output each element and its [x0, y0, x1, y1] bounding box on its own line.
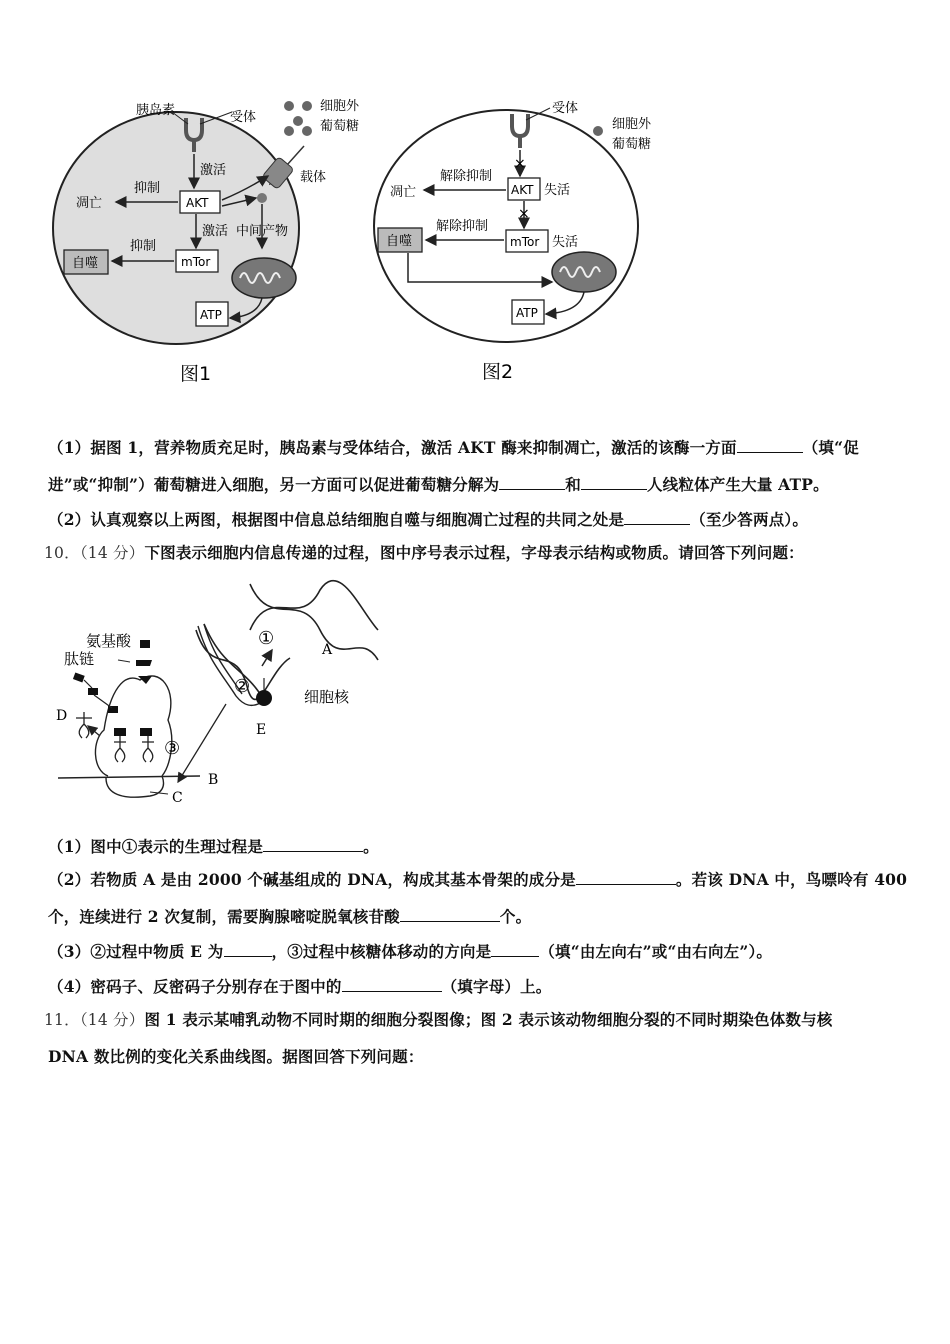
q9-part2: （2）认真观察以上两图，根据图中信息总结细胞自噬与细胞凋亡过程的共同之处是 （至少答两点）。 [48, 510, 809, 529]
akt-label: AKT [511, 183, 534, 197]
q11-stem-line1: 11．（14 分）图 1 表示某哺乳动物不同时期的细胞分裂图像；图 2 表示该动物细胞分裂的不同时期染色体数与核 [44, 1010, 833, 1029]
label-A: A [322, 642, 333, 658]
q10-part1: （1）图中①表示的生理过程是 。 [48, 837, 379, 856]
mitochondrion-icon [552, 252, 616, 292]
dna-helix [196, 581, 378, 700]
answer-blank[interactable] [737, 438, 803, 453]
ribosome [95, 676, 171, 797]
extracellular-glucose-label-1: 细胞外 [612, 117, 652, 132]
mrna-B [58, 776, 200, 778]
figure-2-caption: 图2 [482, 361, 514, 383]
extracellular-glucose-label-2: 葡萄糖 [320, 119, 360, 134]
nucleus-label: 细胞核 [304, 688, 350, 706]
insulin-label: 胰岛素 [136, 103, 176, 118]
q9-part1-line2: 进”或“抑制”）葡萄糖进入细胞，另一方面可以促进葡萄糖分解为 和 人线粒体产生大量 ATP。 [48, 475, 829, 494]
inhibit-label-1: 抑制 [134, 181, 161, 196]
extracellular-glucose-label-2: 葡萄糖 [612, 137, 652, 152]
intermediate-label: 中间产物 [236, 224, 289, 239]
apoptosis-label: 凋亡 [390, 185, 417, 200]
label-D: D [56, 708, 68, 724]
process-3-label: ③ [164, 738, 181, 759]
extracellular-glucose-label-1: 细胞外 [320, 99, 360, 114]
figure-1-caption: 图1 [180, 363, 212, 385]
amino-acid-label: 氨基酸 [86, 632, 132, 650]
inactive-label-2: 失活 [552, 235, 579, 250]
apoptosis-label: 凋亡 [76, 196, 103, 211]
figure-2 [374, 100, 652, 383]
peptide-label: 肽链 [64, 650, 95, 668]
receptor-label: 受体 [552, 101, 579, 116]
q10-part2-line2: 个，连续进行 2 次复制，需要胸腺嘧啶脱氧核苷酸 个。 [48, 907, 532, 926]
svg-text:×: × [514, 156, 526, 172]
process-2-label: ② [234, 676, 251, 697]
release-inhibit-label-1: 解除抑制 [440, 169, 493, 184]
q11-stem-line2: DNA 数比例的变化关系曲线图。据图回答下列问题： [48, 1047, 424, 1066]
answer-blank[interactable] [576, 870, 676, 885]
enzyme-E [256, 690, 272, 706]
figure-q10 [0, 570, 950, 820]
mtor-label: mTor [510, 235, 540, 249]
inhibit-label-2: 抑制 [130, 239, 157, 254]
answer-blank[interactable] [624, 510, 690, 525]
figure-1 [53, 99, 360, 385]
cell-outline [374, 110, 638, 342]
process-1-label: ① [258, 628, 275, 649]
carrier-label: 载体 [300, 170, 327, 185]
glucose-dots [284, 101, 312, 136]
activate-label-1: 激活 [200, 163, 227, 178]
label-B: B [208, 772, 219, 788]
answer-blank[interactable] [224, 942, 272, 957]
answer-blank[interactable] [581, 475, 647, 490]
activate-label-2: 激活 [202, 224, 229, 239]
q10-part2-line1: （2）若物质 A 是由 2000 个碱基组成的 DNA，构成其基本骨架的成分是 。若该 DNA 中，鸟嘌呤有 400 [48, 870, 908, 889]
autophagy-label: 自噬 [386, 234, 413, 249]
q10-stem: 10．（14 分）下图表示细胞内信息传递的过程，图中序号表示过程，字母表示结构或物质。请回答下列问题： [44, 543, 804, 562]
label-E: E [256, 722, 267, 738]
svg-text:×: × [518, 206, 530, 222]
atp-label: ATP [200, 308, 222, 322]
answer-blank[interactable] [263, 837, 363, 852]
q10-part4: （4）密码子、反密码子分别存在于图中的 （填字母）上。 [48, 977, 552, 996]
autophagy-label: 自噬 [72, 256, 99, 271]
receptor-label: 受体 [230, 110, 257, 125]
trna-icons [76, 712, 154, 762]
label-C: C [172, 790, 183, 806]
answer-blank[interactable] [342, 977, 442, 992]
answer-blank[interactable] [400, 907, 500, 922]
q9-part1-line1: （1）据图 1，营养物质充足时，胰岛素与受体结合，激活 AKT 酶来抑制凋亡，激活的该酶一方面 （填“促 [48, 438, 859, 457]
answer-blank[interactable] [491, 942, 539, 957]
q10-part3: （3）②过程中物质 E 为 ，③过程中核糖体移动的方向是 （填“由左向右”或“由右向左”）。 [48, 942, 773, 961]
mitochondrion-icon [232, 258, 296, 298]
mrna-strand [198, 624, 262, 705]
glucose-dot [593, 126, 603, 136]
inactive-label-1: 失活 [544, 183, 571, 198]
release-inhibit-label-2: 解除抑制 [436, 219, 489, 234]
atp-label: ATP [516, 306, 538, 320]
figure-1-2 [0, 0, 950, 400]
answer-blank[interactable] [499, 475, 565, 490]
mtor-label: mTor [181, 255, 211, 269]
akt-label: AKT [186, 196, 209, 210]
